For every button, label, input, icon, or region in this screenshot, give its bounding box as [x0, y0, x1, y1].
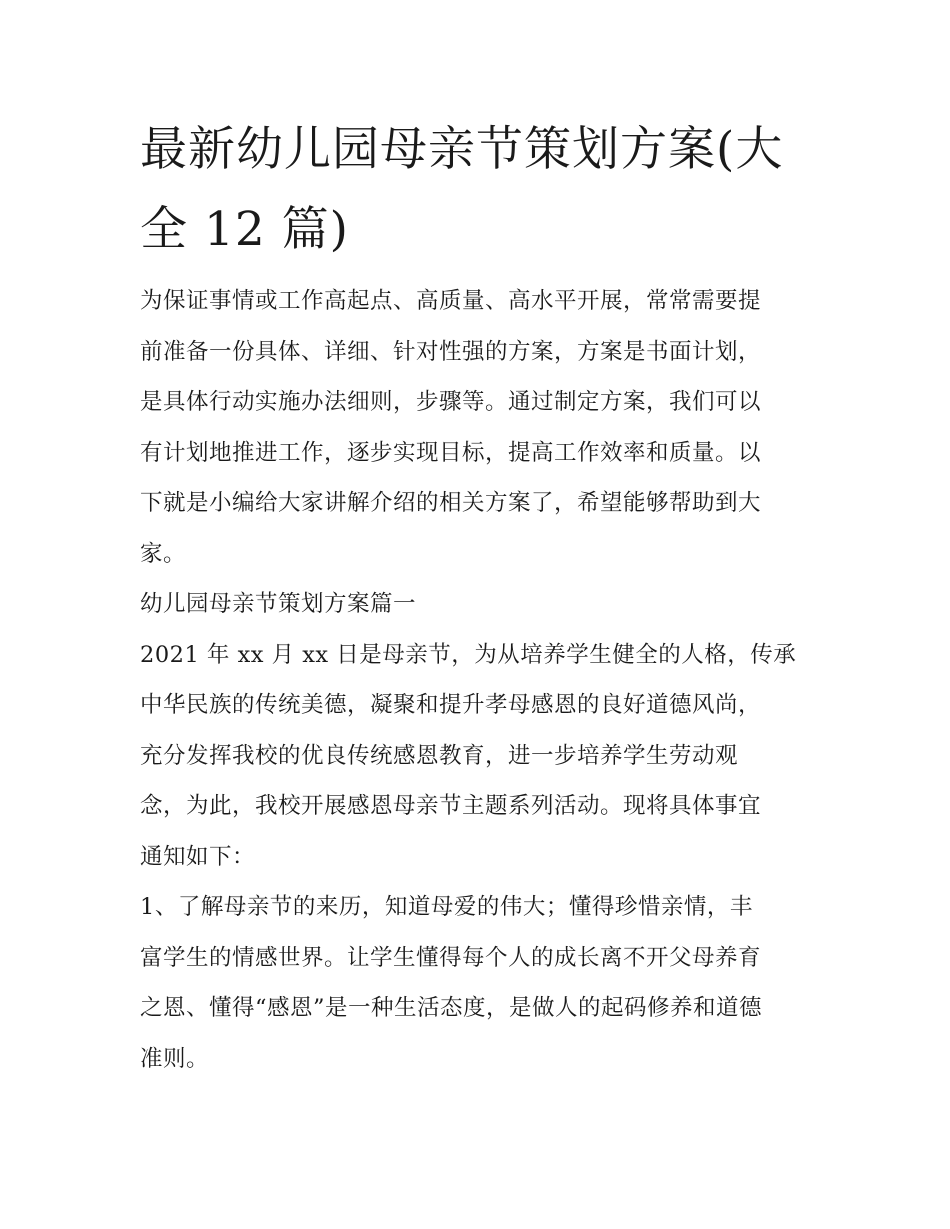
text-line: 下就是小编给大家讲解介绍的相关方案了，希望能够帮助到大 [140, 490, 762, 516]
text-line: 为保证事情或工作高起点、高质量、高水平开展，常常需要提 [140, 288, 762, 314]
text-line: 富学生的情感世界。让学生懂得每个人的成长离不开父母养育 [140, 944, 762, 971]
text-line: 1、了解母亲节的来历，知道母爱的伟大；懂得珍惜亲情，丰 [140, 894, 753, 920]
text-line: 前准备一份具体、详细、针对性强的方案，方案是书面计划， [140, 338, 762, 365]
intro-paragraph [140, 276, 812, 579]
text-line: 准则。 [140, 1045, 210, 1072]
text-line: 是具体行动实施办法细则，步骤等。通过制定方案，我们可以 [140, 389, 762, 415]
document-page [140, 110, 812, 1084]
notice-paragraph [140, 630, 812, 883]
text-line: 通知如下： [140, 843, 256, 870]
title-line: 最新幼儿园母亲节策划方案(大 [140, 122, 784, 177]
text-line: 家。 [140, 540, 187, 567]
document-body [140, 276, 812, 1084]
text-line: 念，为此，我校开展感恩母亲节主题系列活动。现将具体事宜 [140, 793, 762, 819]
section-heading [140, 579, 812, 630]
section-heading-text: 幼儿园母亲节策划方案篇一 [140, 591, 417, 617]
text-line: 中华民族的传统美德，凝聚和提升孝母感恩的良好道德风尚， [140, 692, 762, 718]
text-line: 之恩、懂得“感恩”是一种生活态度，是做人的起码修养和道德 [140, 995, 763, 1021]
text-line: 有计划地推进工作，逐步实现目标，提高工作效率和质量。以 [140, 439, 762, 466]
text-line: 充分发挥我校的优良传统感恩教育，进一步培养学生劳动观 [140, 742, 739, 769]
title-line: 全 12 篇) [140, 202, 350, 257]
item-1-paragraph [140, 882, 812, 1084]
text-line: 2021 年 xx 月 xx 日是母亲节，为从培养学生健全的人格，传承 [140, 641, 797, 668]
document-title [140, 110, 812, 270]
